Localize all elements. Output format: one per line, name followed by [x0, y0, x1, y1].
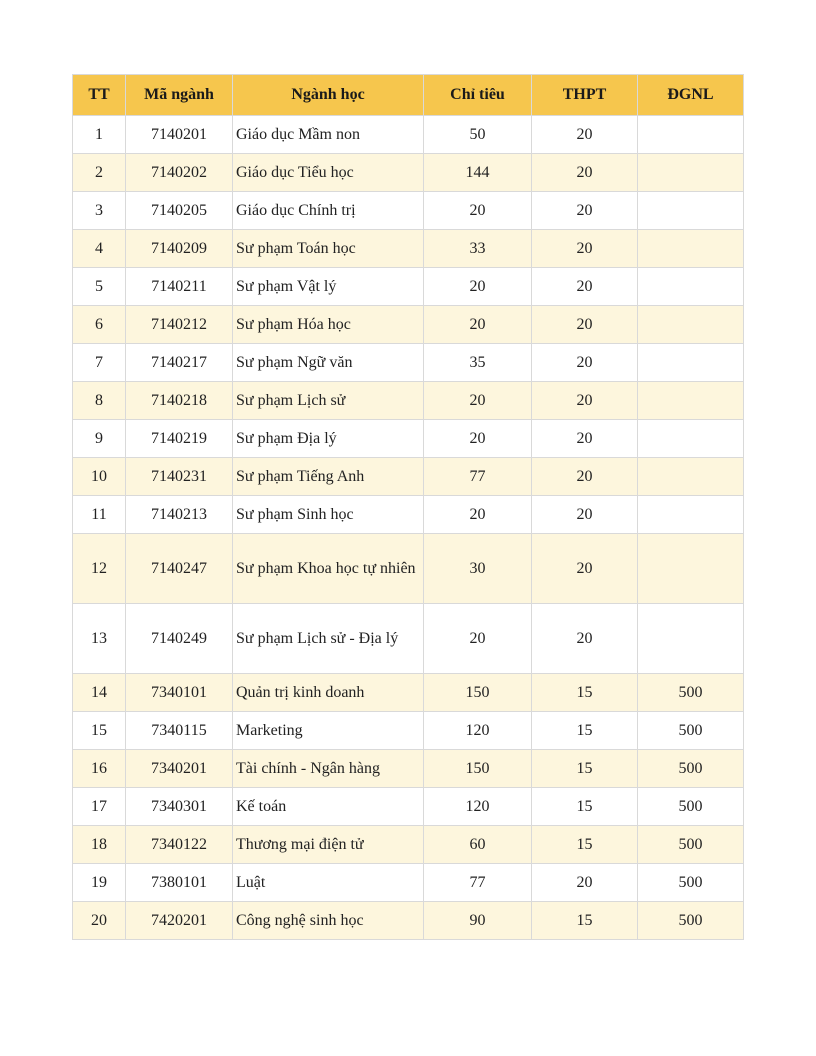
cell-major-name: Sư phạm Hóa học: [233, 306, 424, 344]
cell-major-code: 7340115: [126, 712, 233, 750]
cell-major-name: Công nghệ sinh học: [233, 902, 424, 940]
cell-quota: 120: [424, 712, 532, 750]
cell-tt: 19: [73, 864, 126, 902]
cell-dgnl: [638, 534, 744, 604]
cell-major-name: Giáo dục Chính trị: [233, 192, 424, 230]
cell-tt: 20: [73, 902, 126, 940]
cell-quota: 77: [424, 864, 532, 902]
cell-quota: 20: [424, 420, 532, 458]
cell-quota: 144: [424, 154, 532, 192]
cell-major-name: Sư phạm Vật lý: [233, 268, 424, 306]
cell-thpt: 20: [532, 420, 638, 458]
cell-tt: 6: [73, 306, 126, 344]
cell-major-code: 7140202: [126, 154, 233, 192]
cell-tt: 15: [73, 712, 126, 750]
cell-thpt: 20: [532, 116, 638, 154]
cell-dgnl: [638, 420, 744, 458]
cell-tt: 11: [73, 496, 126, 534]
cell-thpt: 20: [532, 306, 638, 344]
cell-dgnl: 500: [638, 826, 744, 864]
cell-dgnl: 500: [638, 750, 744, 788]
table-row: [73, 534, 744, 604]
cell-quota: 20: [424, 306, 532, 344]
cell-quota: 20: [424, 496, 532, 534]
cell-quota: 77: [424, 458, 532, 496]
header-thpt: THPT: [532, 75, 638, 116]
cell-major-code: 7340301: [126, 788, 233, 826]
cell-tt: 14: [73, 674, 126, 712]
cell-thpt: 20: [532, 192, 638, 230]
cell-major-name: Sư phạm Địa lý: [233, 420, 424, 458]
cell-quota: 33: [424, 230, 532, 268]
table-row: [73, 230, 744, 268]
cell-major-code: 7380101: [126, 864, 233, 902]
cell-major-code: 7140249: [126, 604, 233, 674]
cell-major-name: Sư phạm Sinh học: [233, 496, 424, 534]
cell-major-name: Sư phạm Tiếng Anh: [233, 458, 424, 496]
cell-thpt: 20: [532, 496, 638, 534]
cell-dgnl: 500: [638, 712, 744, 750]
cell-thpt: 15: [532, 750, 638, 788]
cell-quota: 20: [424, 192, 532, 230]
header-quota: Chỉ tiêu: [424, 75, 532, 116]
cell-tt: 12: [73, 534, 126, 604]
table-row: [73, 788, 744, 826]
cell-thpt: 20: [532, 344, 638, 382]
cell-quota: 30: [424, 534, 532, 604]
cell-tt: 3: [73, 192, 126, 230]
cell-major-name: Giáo dục Mầm non: [233, 116, 424, 154]
cell-quota: 120: [424, 788, 532, 826]
admissions-table: [72, 74, 744, 940]
table-row: [73, 154, 744, 192]
table-row: [73, 496, 744, 534]
cell-tt: 9: [73, 420, 126, 458]
cell-tt: 17: [73, 788, 126, 826]
cell-major-name: Sư phạm Lịch sử - Địa lý: [233, 604, 424, 674]
table-body: [73, 116, 744, 940]
table-row: [73, 826, 744, 864]
cell-tt: 18: [73, 826, 126, 864]
cell-thpt: 20: [532, 382, 638, 420]
cell-major-name: Sư phạm Toán học: [233, 230, 424, 268]
table-row: [73, 712, 744, 750]
cell-major-code: 7420201: [126, 902, 233, 940]
cell-tt: 7: [73, 344, 126, 382]
cell-major-code: 7140209: [126, 230, 233, 268]
cell-major-name: Sư phạm Khoa học tự nhiên: [233, 534, 424, 604]
cell-dgnl: [638, 604, 744, 674]
cell-quota: 20: [424, 382, 532, 420]
table-row: [73, 306, 744, 344]
cell-major-name: Thương mại điện tử: [233, 826, 424, 864]
cell-dgnl: [638, 306, 744, 344]
cell-major-code: 7340101: [126, 674, 233, 712]
table-row: [73, 344, 744, 382]
cell-quota: 150: [424, 674, 532, 712]
cell-thpt: 15: [532, 902, 638, 940]
cell-dgnl: [638, 344, 744, 382]
cell-dgnl: [638, 496, 744, 534]
cell-major-name: Sư phạm Ngữ văn: [233, 344, 424, 382]
cell-tt: 16: [73, 750, 126, 788]
cell-quota: 20: [424, 604, 532, 674]
table-row: [73, 750, 744, 788]
table-row: [73, 192, 744, 230]
cell-tt: 8: [73, 382, 126, 420]
cell-dgnl: [638, 116, 744, 154]
cell-dgnl: [638, 458, 744, 496]
cell-major-code: 7140247: [126, 534, 233, 604]
cell-major-code: 7140218: [126, 382, 233, 420]
cell-thpt: 15: [532, 674, 638, 712]
cell-tt: 1: [73, 116, 126, 154]
cell-dgnl: [638, 268, 744, 306]
cell-major-code: 7140211: [126, 268, 233, 306]
cell-thpt: 15: [532, 788, 638, 826]
cell-dgnl: [638, 382, 744, 420]
cell-tt: 2: [73, 154, 126, 192]
cell-major-code: 7140212: [126, 306, 233, 344]
cell-quota: 150: [424, 750, 532, 788]
table-header-row: [73, 75, 744, 116]
table-row: [73, 268, 744, 306]
table-row: [73, 420, 744, 458]
cell-quota: 20: [424, 268, 532, 306]
cell-thpt: 20: [532, 154, 638, 192]
header-major-name: Ngành học: [233, 75, 424, 116]
cell-thpt: 20: [532, 534, 638, 604]
cell-major-code: 7340201: [126, 750, 233, 788]
cell-major-name: Luật: [233, 864, 424, 902]
cell-tt: 5: [73, 268, 126, 306]
cell-thpt: 15: [532, 712, 638, 750]
cell-major-code: 7140219: [126, 420, 233, 458]
cell-major-name: Marketing: [233, 712, 424, 750]
table-row: [73, 864, 744, 902]
cell-major-code: 7340122: [126, 826, 233, 864]
cell-thpt: 20: [532, 604, 638, 674]
header-dgnl: ĐGNL: [638, 75, 744, 116]
cell-dgnl: [638, 154, 744, 192]
cell-dgnl: [638, 230, 744, 268]
table-row: [73, 458, 744, 496]
cell-dgnl: 500: [638, 674, 744, 712]
header-major-code: Mã ngành: [126, 75, 233, 116]
cell-tt: 10: [73, 458, 126, 496]
cell-dgnl: 500: [638, 788, 744, 826]
cell-quota: 60: [424, 826, 532, 864]
cell-major-name: Quản trị kinh doanh: [233, 674, 424, 712]
table-row: [73, 604, 744, 674]
cell-major-name: Kế toán: [233, 788, 424, 826]
table-row: [73, 116, 744, 154]
cell-dgnl: 500: [638, 864, 744, 902]
cell-quota: 35: [424, 344, 532, 382]
cell-major-name: Tài chính - Ngân hàng: [233, 750, 424, 788]
cell-major-code: 7140217: [126, 344, 233, 382]
cell-quota: 90: [424, 902, 532, 940]
table-row: [73, 674, 744, 712]
table-row: [73, 902, 744, 940]
cell-dgnl: 500: [638, 902, 744, 940]
cell-major-name: Sư phạm Lịch sử: [233, 382, 424, 420]
cell-thpt: 20: [532, 864, 638, 902]
header-tt: TT: [73, 75, 126, 116]
cell-quota: 50: [424, 116, 532, 154]
cell-tt: 4: [73, 230, 126, 268]
cell-major-code: 7140205: [126, 192, 233, 230]
cell-thpt: 20: [532, 230, 638, 268]
cell-major-name: Giáo dục Tiểu học: [233, 154, 424, 192]
table-row: [73, 382, 744, 420]
cell-major-code: 7140201: [126, 116, 233, 154]
admissions-table-container: [72, 74, 743, 940]
cell-thpt: 20: [532, 458, 638, 496]
cell-major-code: 7140231: [126, 458, 233, 496]
cell-thpt: 15: [532, 826, 638, 864]
cell-dgnl: [638, 192, 744, 230]
cell-major-code: 7140213: [126, 496, 233, 534]
cell-thpt: 20: [532, 268, 638, 306]
cell-tt: 13: [73, 604, 126, 674]
